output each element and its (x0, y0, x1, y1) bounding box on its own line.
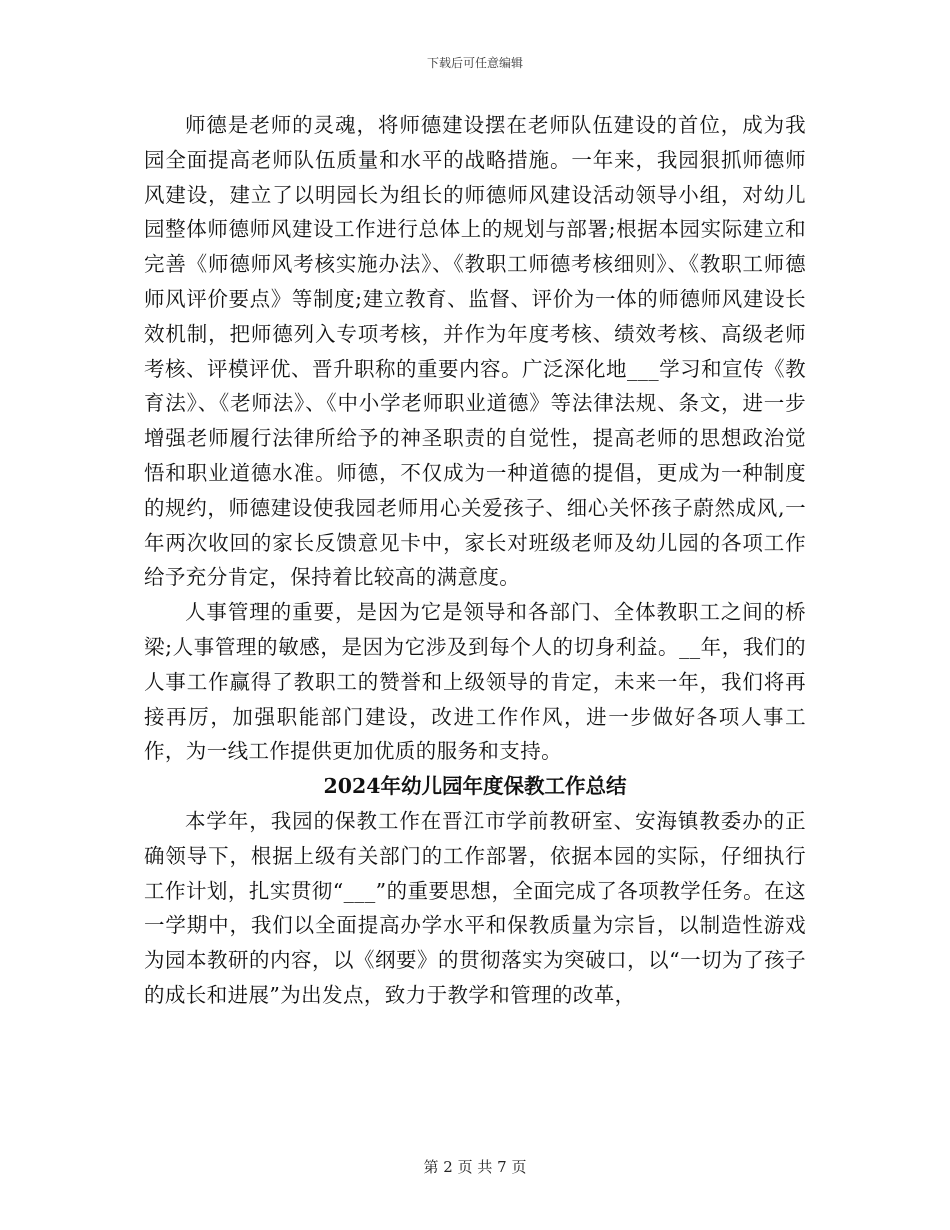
document-body (144, 108, 806, 1013)
section-title: 2024年幼儿园年度保教工作总结 (323, 774, 627, 799)
paragraph-care-education: 本学年，我园的保教工作在晋江市学前教研室、安海镇教委办的正确领导下，根据上级有关部门的工作部署，依据本园的实际，仔细执行工作计划，扎实贯彻“___”的重要思想，全面完成了各项教学任务。在这一学期中，我们以全面提高办学水平和保教质量为宗旨，以制造性游戏为园本教研的内容，以《纲要》的贯彻落实为突破口，以“一切为了孩子的成长和进展”为出发点，致力于教学和管理的改革， (144, 808, 806, 1007)
paragraph-teacher-ethics: 师德是老师的灵魂，将师德建设摆在老师队伍建设的首位，成为我园全面提高老师队伍质量和水平的战略措施。一年来，我园狠抓师德师风建设，建立了以明园长为组长的师德师风建设活动领导小组，对幼儿园整体师德师风建设工作进行总体上的规划与部署;根据本园实际建立和完善《师德师风考核实施办法》、《教职工师德考核细则》、《教职工师德师风评价要点》等制度;建立教育、监督、评价为一体的师德师风建设长效机制，把师德列入专项考核，并作为年度考核、绩效考核、高级老师考核、评模评优、晋升职称的重要内容。广泛深化地___学习和宣传《教育法》、《老师法》、《中小学老师职业道德》等法律法规、条文，进一步增强老师履行法律所给予的神圣职责的自觉性，提高老师的思想政治觉悟和职业道德水准。师德，不仅成为一种道德的提倡，更成为一种制度的规约，师德建设使我园老师用心关爱孩子、细心关怀孩子蔚然成风,一年两次收回的家长反馈意见卡中，家长对班级老师及幼儿园的各项工作给予充分肯定，保持着比较高的满意度。 (144, 113, 806, 590)
page-header: 下载后可任意编辑 (426, 56, 523, 70)
paragraph-personnel-management: 人事管理的重要，是因为它是领导和各部门、全体教职工之间的桥梁;人事管理的敏感，是因为它涉及到每个人的切身利益。__年，我们的人事工作赢得了教职工的赞誉和上级领导的肯定，未来一年，我们将再接再厉，加强职能部门建设，改进工作作风，进一步做好各项人事工作，为一线工作提供更加优质的服务和支持。 (144, 600, 806, 764)
page-footer: 第 2 页 共 7 页 (423, 1158, 527, 1176)
